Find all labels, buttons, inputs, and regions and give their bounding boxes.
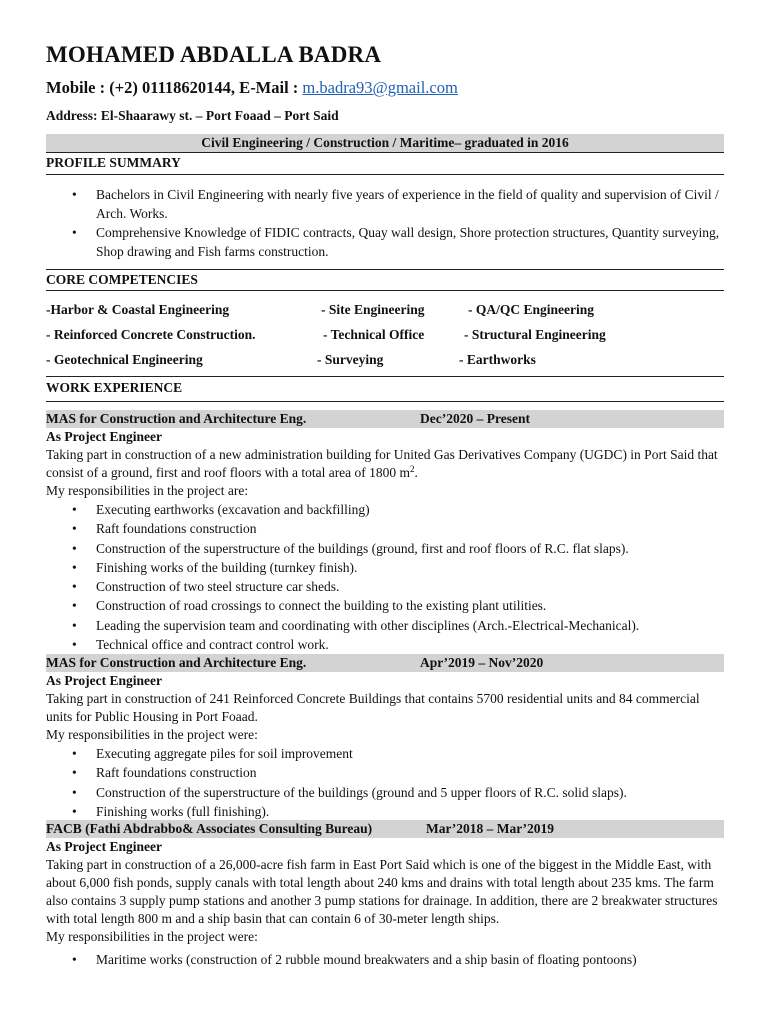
divider [46,401,724,402]
job-company: FACB (Fathi Abdrabbo& Associates Consulting Bureau) [46,821,373,836]
list-item: • Construction of two steel structure car sheds. [46,577,724,596]
contact-line [46,78,458,98]
job-role: As Project Engineer [46,429,162,444]
tagline-bar: Civil Engineering / Construction / Maritime– graduated in 2016 [46,134,724,152]
list-item: • Comprehensive Knowledge of FIDIC contracts, Quay wall design, Shore protection structures, Quantity surveying, Shop drawing and Fish farms construction. [46,223,724,261]
job-entry [46,820,724,969]
competency-item: - Reinforced Concrete Construction. [46,327,256,342]
job-role: As Project Engineer [46,673,162,688]
competency-item: - Technical Office [323,327,425,342]
job-company: MAS for Construction and Architecture Eng. [46,411,307,426]
list-item: • Construction of road crossings to connect the building to the existing plant utilities. [46,596,724,615]
job-dates: Apr’2019 – Nov’2020 [420,655,544,670]
job-responsibilities-label: My responsibilities in the project were: [46,929,258,944]
job-description: Taking part in construction of a 26,000-acre fish farm in East Port Said which is one of the biggest in the Middle East, with about 6,000 fish ponds, supply canals with total length about 240 kms and drains with total length about 235 kms. The farm also contains 3 supply pump stations and another 3 pump stations for drainage. In addition, there are 2 breakwater structures with total length 800 m and a ship basin that can contain 6 of 30-meter length ships. [46,857,718,926]
list-item: • Finishing works of the building (turnkey finish). [46,558,724,577]
job-company: MAS for Construction and Architecture Eng. [46,655,307,670]
list-item: • Raft foundations construction [46,519,724,538]
profile-summary-heading: PROFILE SUMMARY [46,155,181,170]
address: Address: El-Shaarawy st. – Port Foaad – Port Said [46,108,339,123]
competency-item: - QA/QC Engineering [468,302,595,317]
superscript: 2 [410,464,415,474]
competency-item: - Surveying [317,352,384,367]
job-entry [46,654,724,821]
list-item: • Bachelors in Civil Engineering with nearly five years of experience in the field of quality and supervision of Civil / Arch. Works. [46,185,724,223]
candidate-name: MOHAMED ABDALLA BADRA [46,42,382,67]
job-role: As Project Engineer [46,839,162,854]
divider [46,290,724,291]
list-item: • Maritime works (construction of 2 rubble mound breakwaters and a ship basin of floating pontoons) [46,950,724,969]
work-experience-heading: WORK EXPERIENCE [46,380,183,395]
profile-summary-list [46,185,724,261]
competency-item: - Site Engineering [321,302,425,317]
job-description: Taking part in construction of 241 Reinforced Concrete Buildings that contains 5700 residential units and 84 commercial units for Public Housing in Port Foaad. [46,691,700,724]
competency-item: - Structural Engineering [464,327,606,342]
job-description [46,446,724,482]
competency-item: - Geotechnical Engineering [46,352,203,367]
job-dates: Dec’2020 – Present [420,411,530,426]
competency-item: -Harbor & Coastal Engineering [46,302,230,317]
job-description-text: Taking part in construction of a new administration building for United Gas Derivatives Company (UGDC) in Port Said that consist of a ground, first and roof floors with a total area of 1800 m [46,447,718,480]
job-responsibilities-list [46,744,724,821]
job-responsibilities-label: My responsibilities in the project are: [46,483,249,498]
job-dates: Mar’2018 – Mar’2019 [426,821,554,836]
divider [46,269,724,270]
list-item: • Construction of the superstructure of the buildings (ground and 5 upper floors of R.C. solid slaps). [46,783,724,802]
core-competencies-heading: CORE COMPETENCIES [46,272,198,287]
list-item: • Construction of the superstructure of the buildings (ground, first and roof floors of R.C. flat slaps). [46,539,724,558]
job-description-end: . [414,465,418,480]
divider [46,152,724,153]
job-responsibilities-label: My responsibilities in the project were: [46,727,258,742]
job-header-bar [46,820,724,838]
mobile-label: Mobile : (+2) 01118620144, E-Mail : [46,78,303,97]
list-item: • Finishing works (full finishing). [46,802,724,821]
job-responsibilities-list [46,500,724,654]
list-item: • Leading the supervision team and coordinating with other disciplines (Arch.-Electrical-Mechanical). [46,616,724,635]
job-header-bar [46,410,724,428]
divider [46,376,724,377]
email-link[interactable]: m.badra93@gmail.com [302,78,458,97]
list-item: • Technical office and contract control work. [46,635,724,654]
job-responsibilities-list [46,950,724,969]
list-item: • Raft foundations construction [46,763,724,782]
job-entry [46,410,724,654]
list-item: • Executing earthworks (excavation and backfilling) [46,500,724,519]
job-header-bar [46,654,724,672]
competency-item: - Earthworks [459,352,536,367]
divider [46,174,724,175]
list-item: • Executing aggregate piles for soil improvement [46,744,724,763]
